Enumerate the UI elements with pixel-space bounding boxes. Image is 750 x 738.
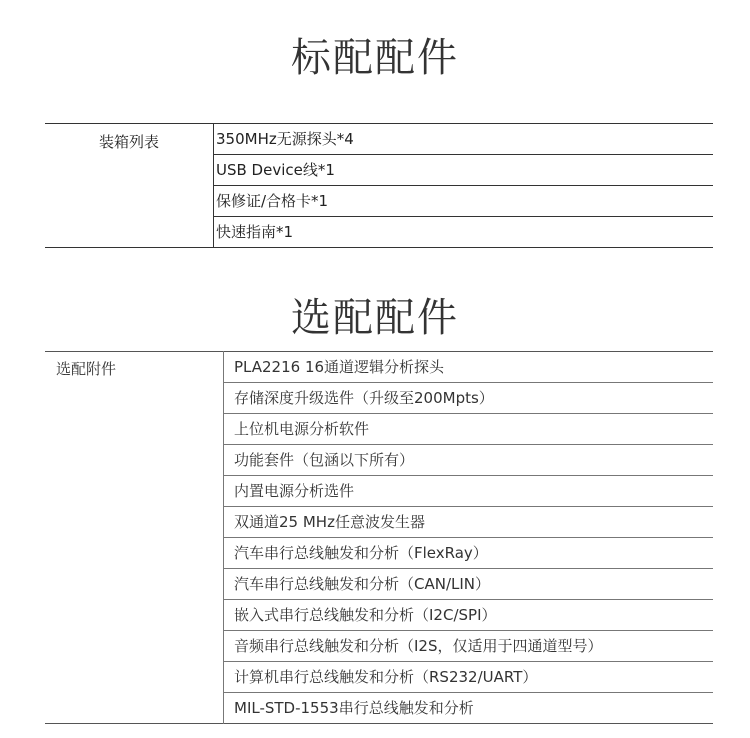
list-item: 存储深度升级选件（升级至200Mpts）: [224, 383, 714, 414]
list-item: 计算机串行总线触发和分析（RS232/UART）: [224, 662, 714, 693]
list-item: 内置电源分析选件: [224, 476, 714, 507]
list-item: USB Device线*1: [214, 155, 714, 186]
list-item: PLA2216 16通道逻辑分析探头: [224, 352, 714, 383]
list-item: 上位机电源分析软件: [224, 414, 714, 445]
list-item: MIL-STD-1553串行总线触发和分析: [224, 693, 714, 724]
table-row: [45, 352, 713, 383]
packing-list-label: 装箱列表: [98, 133, 159, 151]
optional-accessories-label: 选配附件: [56, 360, 117, 378]
list-item: 350MHz无源探头*4: [214, 124, 714, 155]
standard-accessories-table: [45, 123, 713, 248]
list-item: 双通道25 MHz任意波发生器: [224, 507, 714, 538]
standard-accessories-title: 标配配件: [291, 35, 459, 81]
list-item: 功能套件（包涵以下所有）: [224, 445, 714, 476]
table-row: [45, 124, 713, 155]
list-item: 保修证/合格卡*1: [214, 186, 714, 217]
optional-accessories-title: 选配配件: [291, 295, 459, 341]
list-item: 嵌入式串行总线触发和分析（I2C/SPI）: [224, 600, 714, 631]
list-item: 汽车串行总线触发和分析（FlexRay）: [224, 538, 714, 569]
list-item: 快速指南*1: [214, 217, 714, 248]
list-item: 音频串行总线触发和分析（I2S，仅适用于四通道型号）: [224, 631, 714, 662]
optional-accessories-table: [45, 351, 713, 724]
list-item: 汽车串行总线触发和分析（CAN/LIN）: [224, 569, 714, 600]
